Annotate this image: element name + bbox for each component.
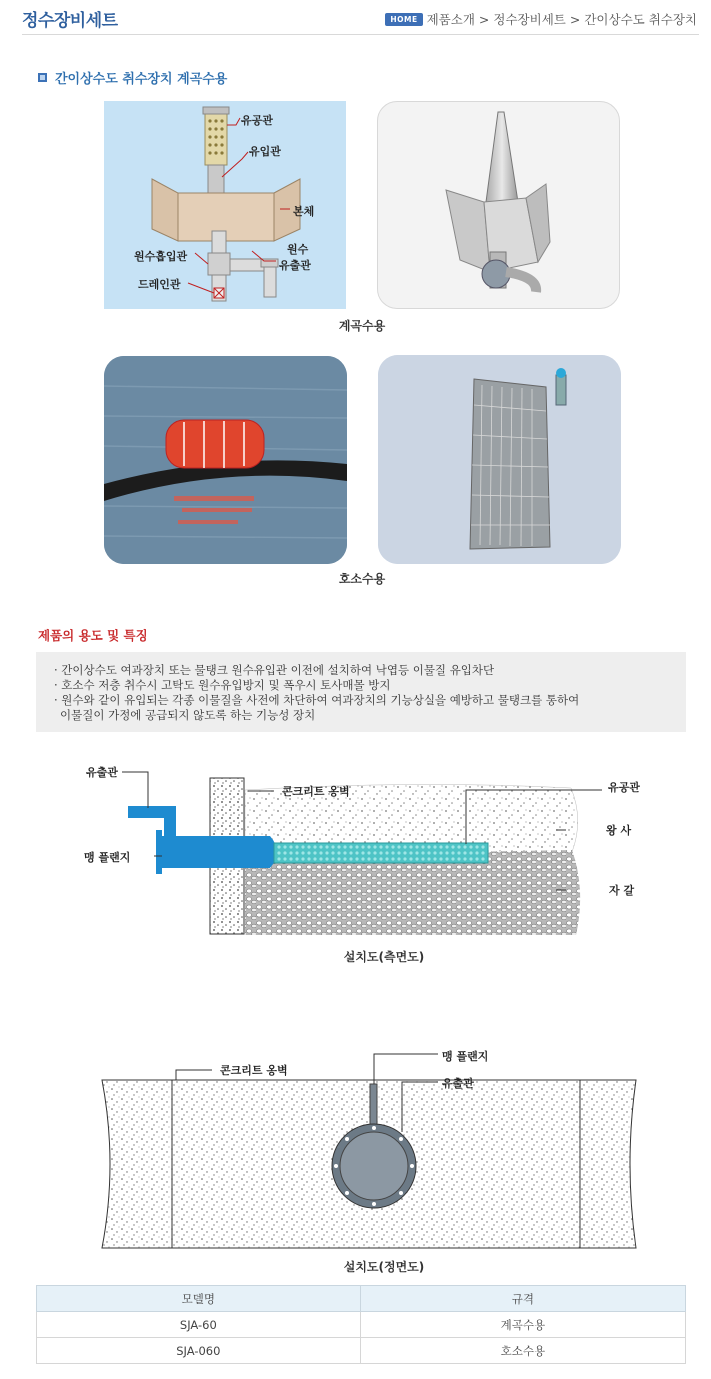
intake-product-svg <box>378 102 620 309</box>
caption-lake: 호소수용 <box>338 572 386 586</box>
header-model-name: 모델명 <box>37 1286 361 1312</box>
label-perforated-pipe: 유공관 <box>241 114 273 127</box>
front-view-svg <box>100 1046 640 1252</box>
header-specification: 규격 <box>360 1286 685 1312</box>
table-row <box>37 1338 686 1364</box>
label-coarse-sand: 왕 사 <box>606 824 632 837</box>
lake-buoy-photo <box>104 356 347 564</box>
label-gravel: 자 갈 <box>609 884 635 897</box>
lake-buoy-svg <box>104 356 347 564</box>
feature-item: · 호소수 저층 취수시 고탁도 원수유입방지 및 폭우시 토사매몰 방지 <box>54 678 391 692</box>
square-bullet-icon <box>38 73 47 82</box>
home-badge[interactable]: HOME <box>385 13 422 26</box>
label-raw-water-outlet-1: 원수 <box>287 243 309 256</box>
cell-spec: 호소수용 <box>360 1338 685 1364</box>
feature-item: · 원수와 같이 유입되는 각종 이물질을 사전에 차단하여 여과장치의 기능상실을 예방하고 물탱크를 통하여 <box>54 693 580 707</box>
breadcrumb-separator: > <box>478 11 490 27</box>
label-raw-water-intake: 원수흡입관 <box>134 250 188 263</box>
caption-front-view: 설치도(정면도) <box>343 1260 425 1274</box>
label-outlet-pipe: 유출관 <box>86 766 118 779</box>
label-concrete-wall: 콘크리트 옹벽 <box>282 785 350 798</box>
table-row <box>37 1312 686 1338</box>
feature-item: · 간이상수도 여과장치 또는 물탱크 원수유입관 이전에 설치하여 낙엽등 이물질 유입차단 <box>54 663 495 677</box>
section-title-intake <box>38 68 227 87</box>
side-view-svg <box>36 760 686 970</box>
label-perforated-pipe: 유공관 <box>608 781 640 794</box>
label-raw-water-outlet-2: 유출관 <box>279 259 311 272</box>
label-concrete-wall: 콘크리트 옹벽 <box>220 1064 288 1077</box>
label-outlet-pipe: 유출관 <box>442 1077 474 1090</box>
lake-intake-cage-photo <box>378 355 621 564</box>
caption-valley: 계곡수용 <box>338 319 386 333</box>
cell-model: SJA-60 <box>37 1312 361 1338</box>
caption-side-view: 설치도(측면도) <box>343 950 425 964</box>
intake-diagram-image <box>104 101 346 309</box>
breadcrumb <box>385 10 697 28</box>
feature-item: 이물질이 가정에 공급되지 않도록 하는 기능성 장치 <box>60 708 316 722</box>
features-box <box>36 652 686 732</box>
page-title: 정수장비세트 <box>22 11 118 31</box>
spec-table <box>36 1285 686 1364</box>
cell-spec: 계곡수용 <box>360 1312 685 1338</box>
breadcrumb-item-1[interactable]: 제품소개 <box>426 12 475 27</box>
breadcrumb-item-3[interactable]: 간이상수도 취수장치 <box>584 12 697 27</box>
cell-model: SJA-060 <box>37 1338 361 1364</box>
table-header-row <box>37 1286 686 1312</box>
cage-svg <box>378 355 621 564</box>
label-blind-flange: 맹 플랜지 <box>84 851 131 864</box>
breadcrumb-item-2[interactable]: 정수장비세트 <box>493 12 566 27</box>
front-view-diagram <box>100 1046 640 1252</box>
intake-product-photo <box>377 101 620 309</box>
breadcrumb-separator: > <box>569 11 581 27</box>
header-divider <box>22 34 699 35</box>
label-body: 본체 <box>293 205 315 218</box>
label-blind-flange: 맹 플랜지 <box>442 1050 489 1063</box>
side-view-diagram <box>36 760 686 970</box>
section-title-features: 제품의 용도 및 특징 <box>38 628 148 643</box>
section-title-text: 간이상수도 취수장치 계곡수용 <box>55 72 228 87</box>
label-inlet-pipe: 유입관 <box>249 145 281 158</box>
label-drain-pipe: 드레인관 <box>138 278 181 291</box>
